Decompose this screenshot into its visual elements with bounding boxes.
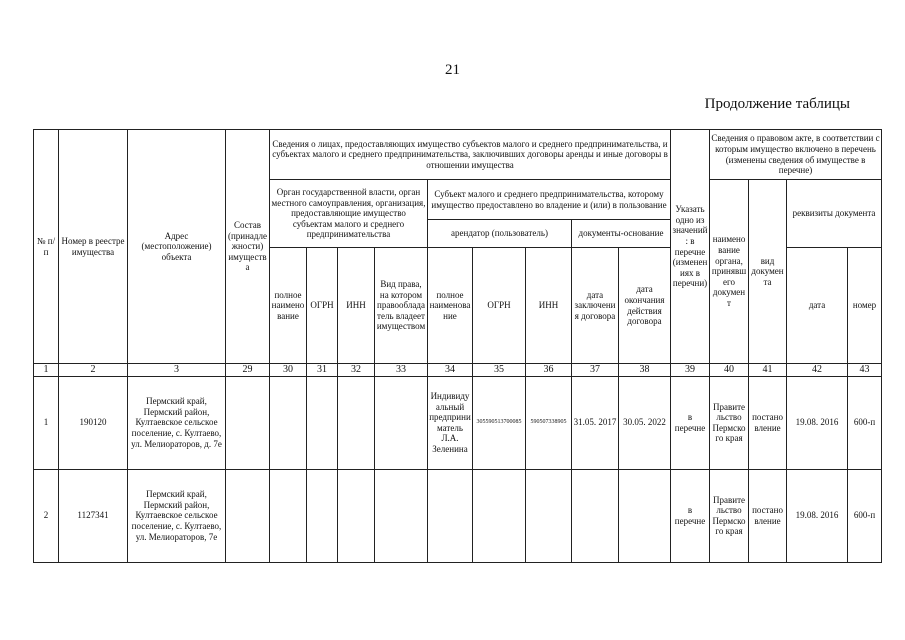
header-tenant-group: арендатор (пользователь) (428, 220, 572, 248)
column-number-row (34, 364, 882, 377)
act-date: 19.08. 2016 (787, 376, 848, 469)
col-number: 40 (710, 364, 749, 377)
header-act-number: номер (848, 248, 882, 364)
tenant-ogrn (473, 469, 526, 562)
header-authority-full-name: полное наименование (270, 248, 307, 364)
col-number: 30 (270, 364, 307, 377)
tenant-name (428, 469, 473, 562)
continuation-caption: Продолжение таблицы (704, 96, 850, 112)
col-number: 34 (428, 364, 473, 377)
table-header (34, 130, 882, 364)
col-number: 2 (59, 364, 128, 377)
col-number: 41 (749, 364, 787, 377)
header-contract-end: дата окончания действия договора (619, 248, 671, 364)
header-requisites: реквизиты документа (787, 180, 882, 248)
page-number: 21 (445, 62, 460, 78)
doc-type: постановление (749, 376, 787, 469)
authority-name: Правительство Пермского края (710, 376, 749, 469)
tenant-inn (526, 469, 572, 562)
contract-end (619, 469, 671, 562)
header-tenant-ogrn: ОГРН (473, 248, 526, 364)
header-contract-date: дата заключения договора (572, 248, 619, 364)
col-number: 29 (226, 364, 270, 377)
contract-end: 30.05. 2022 (619, 376, 671, 469)
col-number: 36 (526, 364, 572, 377)
header-authority-inn: ИНН (338, 248, 375, 364)
col-number: 43 (848, 364, 882, 377)
header-right-type: Вид права, на котором правообладатель владеет имуществом (375, 248, 428, 364)
contract-date: 31.05. 2017 (572, 376, 619, 469)
header-act-date: дата (787, 248, 848, 364)
header-docs-group: документы-основание (572, 220, 671, 248)
composition (226, 469, 270, 562)
col-number: 32 (338, 364, 375, 377)
authority-inn (338, 469, 375, 562)
header-authority-ogrn: ОГРН (307, 248, 338, 364)
in-list: в перечне (671, 469, 710, 562)
col-number: 1 (34, 364, 59, 377)
row-num: 2 (34, 469, 59, 562)
authority-ogrn (307, 376, 338, 469)
act-number: 600-п (848, 469, 882, 562)
address: Пермский край, Пермский район, Култаевское сельское поселение, с. Култаево, ул. Мелиораторов, д. 7е (128, 376, 226, 469)
composition (226, 376, 270, 469)
registry-number: 1127341 (59, 469, 128, 562)
col-number: 33 (375, 364, 428, 377)
authority-ogrn (307, 469, 338, 562)
header-legal-act-group: Сведения о правовом акте, в соответствии с которым имущество включено в перечень (изменены сведения об имуществе в перечне) (710, 130, 882, 180)
header-num: № п/п (34, 130, 59, 364)
header-doc-type: вид документа (749, 180, 787, 364)
header-tenant-full-name: полное наименование (428, 248, 473, 364)
authority-full-name (270, 376, 307, 469)
col-number: 38 (619, 364, 671, 377)
col-number: 31 (307, 364, 338, 377)
right-type (375, 469, 428, 562)
authority-full-name (270, 469, 307, 562)
tenant-ogrn: 305590513700085 (473, 376, 526, 469)
col-number: 3 (128, 364, 226, 377)
header-authority-name: наименование органа, принявшего документ (710, 180, 749, 364)
right-type (375, 376, 428, 469)
col-number: 35 (473, 364, 526, 377)
authority-name: Правительство Пермского края (710, 469, 749, 562)
header-registry-number: Номер в реестре имущества (59, 130, 128, 364)
address: Пермский край, Пермский район, Култаевское сельское поселение, с. Култаево, ул. Мелиораторов, 7е (128, 469, 226, 562)
contract-date (572, 469, 619, 562)
col-number: 42 (787, 364, 848, 377)
registry-table (33, 129, 882, 563)
header-in-list: Указать одно из значений: в перечне (изменениях в перечни) (671, 130, 710, 364)
in-list: в перечне (671, 376, 710, 469)
act-number: 600-п (848, 376, 882, 469)
col-number: 39 (671, 364, 710, 377)
header-authority-group: Орган государственной власти, орган местного самоуправления, организация, предоставляющие имущество субъектам малого и среднего предпринимательства (270, 180, 428, 248)
tenant-inn: 590507338905 (526, 376, 572, 469)
doc-type: постановление (749, 469, 787, 562)
header-tenant-inn: ИНН (526, 248, 572, 364)
row-num: 1 (34, 376, 59, 469)
table-row (34, 469, 882, 562)
header-providers-group: Сведения о лицах, предоставляющих имущество субъектов малого и среднего предпринимательства, и субъектах малого и среднего предпринимательства, заключивших договоры аренды и иные договоры в отношении имущества (270, 130, 671, 180)
authority-inn (338, 376, 375, 469)
header-address: Адрес (местоположение) объекта (128, 130, 226, 364)
header-composition: Состав (принадлежности) имущества (226, 130, 270, 364)
header-subject-group: Субъект малого и среднего предпринимательства, которому имущество предоставлено во владение и (или) в пользование (428, 180, 671, 220)
col-number: 37 (572, 364, 619, 377)
registry-number: 190120 (59, 376, 128, 469)
act-date: 19.08. 2016 (787, 469, 848, 562)
table-row (34, 376, 882, 469)
tenant-name: Индивидуальный предприниматель Л.А. Зеленина (428, 376, 473, 469)
